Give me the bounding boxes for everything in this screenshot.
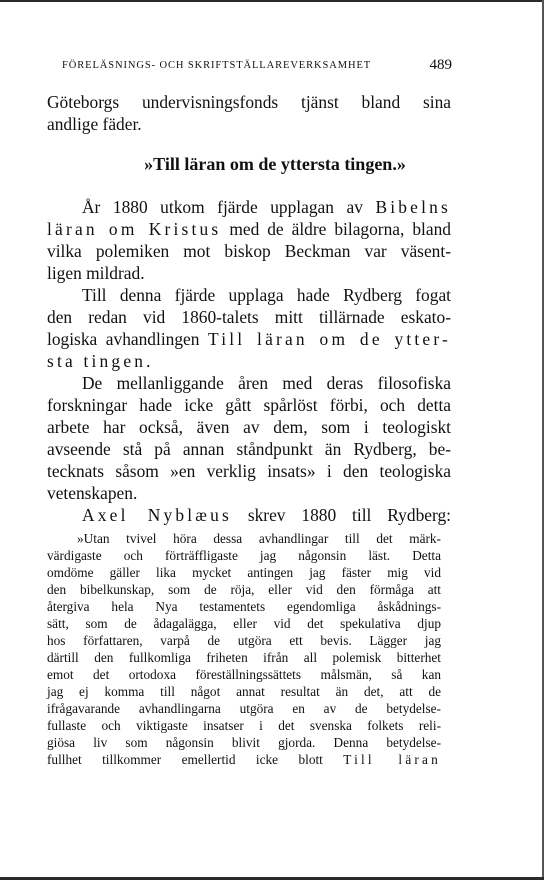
quote-line-2: värdigaste och förträffligaste jag någonsin läst. Detta [47, 548, 441, 563]
quote-line-10: jag ej komma till något annat resultat än det, att de [47, 684, 441, 699]
p3-line-3: arbete har också, även av dem, som i teologiskt [47, 417, 451, 437]
p3-line-6: vetenskapen. [47, 483, 138, 503]
quote-line-4: den bibelkunskap, som de röja, eller vid den förmåga att [47, 582, 441, 597]
p2-line-4: sta tingen. [47, 351, 154, 371]
p1-line-2 [47, 218, 451, 240]
p1-text: med de äldre bilagorna, bland [229, 219, 451, 239]
essay-title-spaced: Till läran [343, 752, 442, 767]
quote-line-7: hos författaren, varpå de utgöra ett bevis. Lägger jag [47, 633, 441, 648]
p4-line-1 [82, 504, 451, 526]
page-number: 489 [429, 57, 452, 73]
section-heading: »Till läran om de yttersta tingen.» [144, 154, 406, 174]
quote-line-5: återgiva hela Nya testamentets egendomliga åskådnings- [47, 599, 441, 614]
p3-line-4: avseende stå på annan ståndpunkt än Rydberg, be- [47, 439, 451, 459]
page-top-edge [0, 0, 544, 2]
quote-line-8: därtill den fullkomliga friheten ifrån all polemisk bitterhet [47, 650, 441, 665]
quote-line-12: fullaste och viktigaste insatser i det svenska folkets reli- [47, 718, 441, 733]
p1-line-1 [82, 196, 451, 218]
running-title: FÖRELÄSNINGS- OCH SKRIFTSTÄLLAREVERKSAMHET [62, 60, 372, 71]
book-title-spaced: läran om Kristus [47, 219, 222, 239]
p2-line-3 [47, 328, 451, 350]
p1-line-4: ligen mildrad. [47, 263, 145, 283]
quote-line-9: emot det ortodoxa föreställningssättets målsmän, så kan [47, 667, 441, 682]
person-name-spaced: Axel Nyblæus [82, 505, 232, 525]
p3-line-1: De mellanliggande åren med deras filosofiska [82, 373, 451, 393]
quote-line-1: »Utan tvivel höra dessa avhandlingar till det märk- [77, 531, 441, 546]
p2-text: logiska avhandlingen [47, 329, 200, 349]
p3-line-5: tecknats såsom »en verklig insats» i den teologiska [47, 461, 451, 481]
quote-line-14 [47, 751, 441, 768]
essay-title-spaced: Till läran om de ytter- [208, 329, 451, 349]
p2-line-2: den redan vid 1860-talets mitt tillärnade eskato- [47, 307, 451, 327]
quote-line-6: sätt, som de ådagalägga, eller vid det spekulativa djup [47, 616, 441, 631]
quote-line-13: giösa liv som någonsin blivit gjorda. Denna betydelse- [47, 735, 441, 750]
intro-line-1: Göteborgs undervisningsfonds tjänst bland sina [47, 92, 451, 112]
quote-text: fullhet tillkommer emellertid icke blott [47, 752, 323, 767]
p1-text: År 1880 utkom fjärde upplagan av [82, 197, 363, 217]
p3-line-2: forskningar hade icke gått spårlöst förbi, och detta [47, 395, 451, 415]
quote-line-11: ifrågavarande avhandlingarna utgöra en av de betydelse- [47, 701, 441, 716]
p4-text: skrev 1880 till Rydberg: [247, 505, 451, 525]
p2-line-1: Till denna fjärde upplaga hade Rydberg fogat [82, 285, 451, 305]
quote-line-3: omdöme gäller lika mycket antingen jag fäster mig vid [47, 565, 441, 580]
intro-line-2: andlige fäder. [47, 114, 142, 134]
book-title-spaced: Bibelns [375, 197, 451, 217]
p1-line-3: vilka polemiken mot biskop Beckman var väsent- [47, 241, 451, 261]
